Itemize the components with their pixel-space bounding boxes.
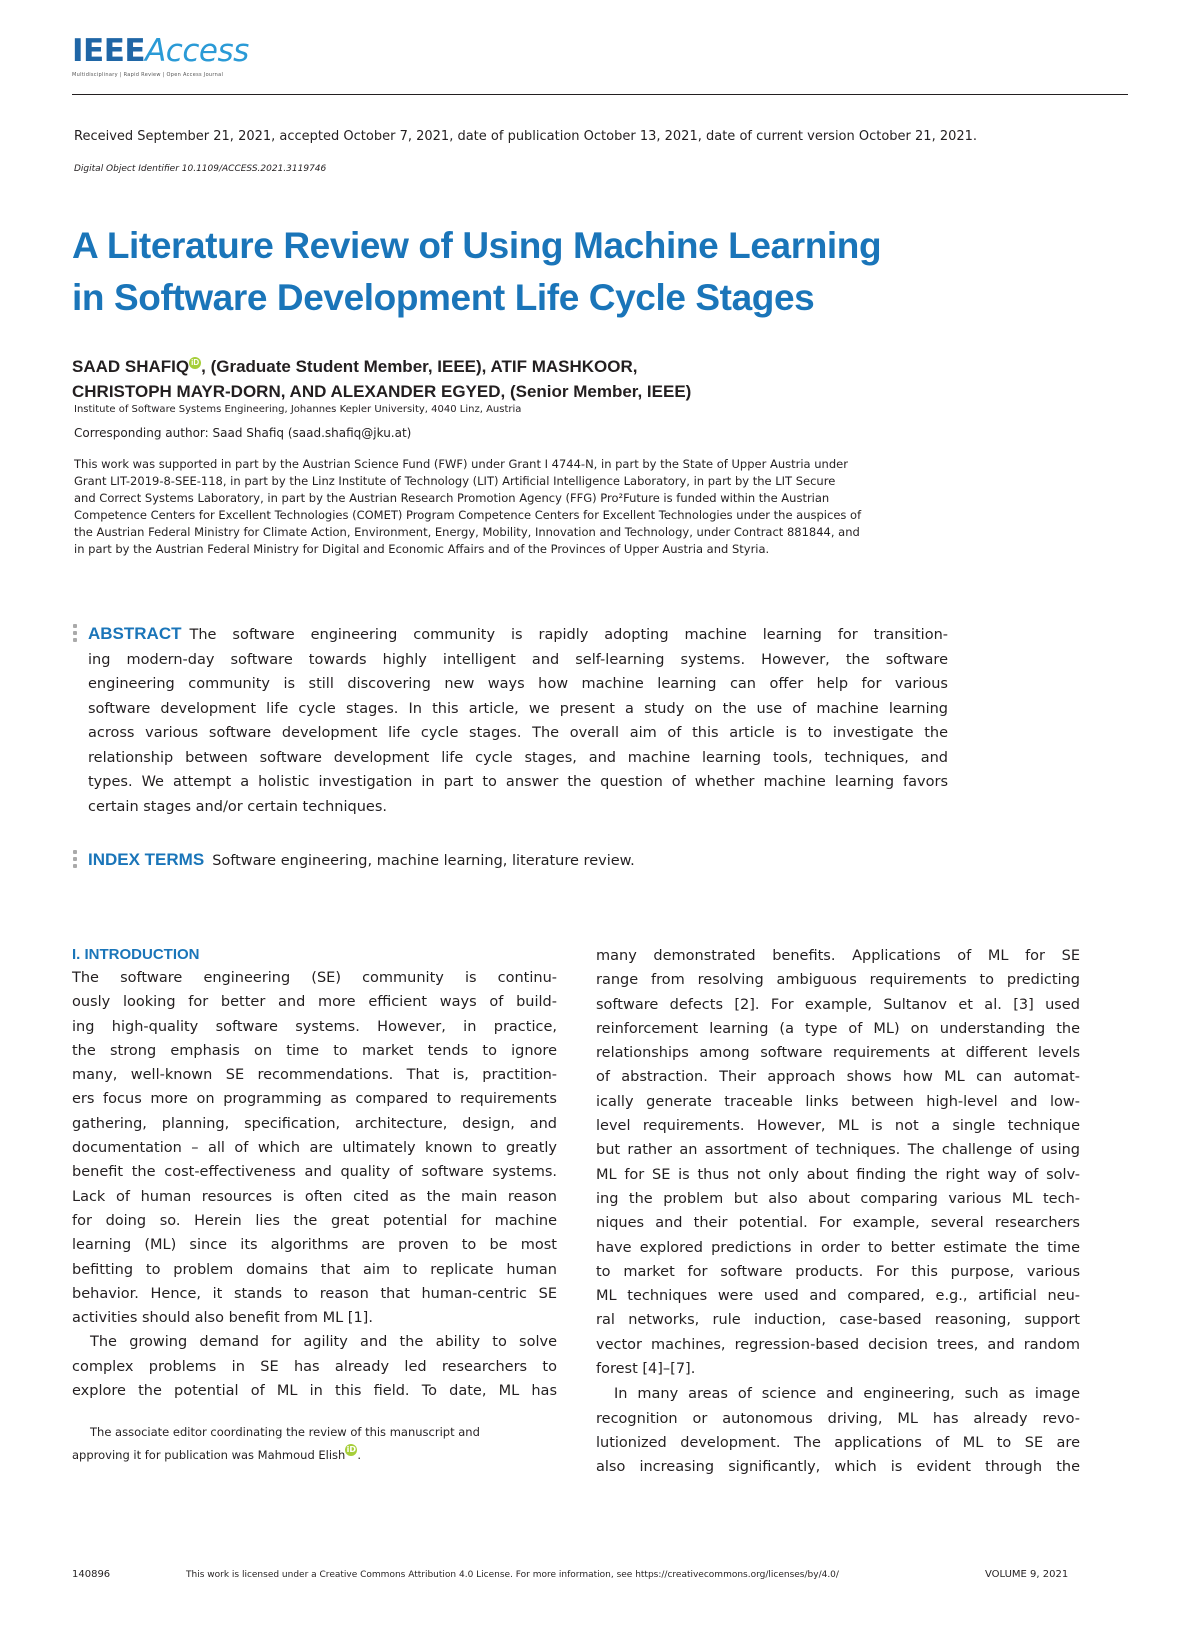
- orcid-icon[interactable]: iD: [191, 358, 200, 367]
- body-line: for doing so. Herein lies the great potential for machine: [72, 1212, 557, 1229]
- abstract-line: engineering community is still discovering new ways how machine learning can offer help for various: [88, 676, 948, 692]
- abstract-line: The software engineering community is rapidly adopting machine learning for transition-: [189, 627, 948, 643]
- body-line: ral networks, rule induction, case-based reasoning, support: [596, 1312, 1080, 1329]
- body-line: ously looking for better and more efficient ways of build-: [72, 994, 557, 1011]
- volume: VOLUME 9, 2021: [985, 1569, 1069, 1580]
- body-line: forest [4]–[7].: [596, 1361, 696, 1378]
- body-line: befitting to problem domains that aim to replicate human: [72, 1261, 557, 1278]
- index-terms: [88, 848, 635, 873]
- logo-access: Access: [145, 33, 249, 69]
- body-line: ing high-quality software systems. However, in practice,: [72, 1018, 557, 1035]
- body-line: but rather an assortment of techniques. The challenge of using: [596, 1142, 1080, 1159]
- funding-line: Competence Centers for Excellent Technologies (COMET) Program Competence Centers for Excellent Technologies under the auspices of: [74, 508, 862, 522]
- body-line: behavior. Hence, it stands to reason that human-centric SE: [72, 1285, 557, 1302]
- body-line: ically generate traceable links between high-level and low-: [596, 1093, 1080, 1110]
- publication-dates: Received September 21, 2021, accepted October 7, 2021, date of publication October 13, 2021, date of current version October 21, 2021.: [74, 129, 978, 144]
- body-line: software defects [2]. For example, Sultanov et al. [3] used: [596, 996, 1080, 1013]
- funding-statement: [74, 456, 934, 558]
- journal-logo: [72, 34, 249, 78]
- funding-line: Grant LIT-2019-8-SEE-118, in part by the Linz Institute of Technology (LIT) Artificial Intelligence Laboratory, in part by the LIT Secure: [74, 474, 836, 488]
- body-line: complex problems in SE has already led researchers to: [72, 1358, 557, 1375]
- abstract-line: certain stages and/or certain techniques.: [88, 798, 387, 815]
- license-notice[interactable]: This work is licensed under a Creative Commons Attribution 4.0 License. For more information, see https://creativecommons.org/licenses/by/4.0/: [186, 1570, 839, 1580]
- body-line: learning (ML) since its algorithms are proven to be most: [72, 1237, 557, 1254]
- body-line: ML techniques were used and compared, e.g., artificial neu-: [596, 1288, 1080, 1305]
- index-terms-text: Software engineering, machine learning, literature review.: [212, 853, 635, 869]
- abstract-line: types. We attempt a holistic investigation in part to answer the question of whether machine learning favors: [88, 774, 948, 790]
- body-line: ers focus more on programming as compared to requirements: [72, 1091, 557, 1108]
- index-terms-label: INDEX TERMS: [88, 850, 205, 869]
- abstract-line: software development life cycle stages. In this article, we present a study on the use of machine learning: [88, 700, 948, 717]
- logo-ieee: IEEE: [72, 33, 146, 69]
- logo-tagline: Multidisciplinary | Rapid Review | Open Access Journal: [72, 72, 224, 78]
- section-heading: I. INTRODUCTION: [72, 946, 200, 963]
- author-name: SAAD SHAFIQ: [72, 357, 190, 376]
- abstract: [88, 622, 948, 819]
- body-line: ML for SE is thus not only about finding the right way of solv-: [596, 1166, 1080, 1183]
- author-text: , (Graduate Student Member, IEEE), ATIF MASHKOOR,: [201, 357, 638, 376]
- body-line: range from resolving ambiguous requirements to predicting: [596, 972, 1080, 989]
- abstract-line: ing modern-day software towards highly intelligent and self-learning systems. However, the software: [88, 651, 948, 668]
- body-line: many, well-known SE recommendations. That is, practition-: [72, 1067, 557, 1084]
- body-column-right: [596, 944, 1080, 1480]
- body-line: Lack of human resources is often cited as the main reason: [72, 1188, 557, 1205]
- body-line: vector machines, regression-based decision trees, and random: [596, 1336, 1080, 1353]
- abstract-line: relationship between software development life cycle stages, and machine learning tools, techniques, and: [88, 749, 948, 766]
- body-line: The software engineering (SE) community is continu-: [72, 970, 557, 986]
- body-line: many demonstrated benefits. Applications of ML for SE: [596, 948, 1080, 964]
- body-line: relationships among software requirements at different levels: [596, 1045, 1080, 1062]
- abstract-line: across various software development life cycle stages. The overall aim of this article is to investigate the: [88, 725, 948, 741]
- footnote-line: approving it for publication was Mahmoud Elish: [72, 1448, 346, 1462]
- body-line: ing the problem but also about comparing various ML tech-: [596, 1190, 1080, 1207]
- abstract-marker-icon: [73, 624, 78, 645]
- body-line: activities should also benefit from ML [1].: [72, 1310, 373, 1327]
- doi[interactable]: Digital Object Identifier 10.1109/ACCESS.2021.3119746: [74, 164, 327, 174]
- body-column-left: [72, 944, 557, 1403]
- orcid-icon[interactable]: iD: [346, 1445, 357, 1454]
- body-line: niques and their potential. For example, several researchers: [596, 1215, 1080, 1232]
- body-line: also increasing significantly, which is evident through the: [596, 1459, 1080, 1476]
- funding-line: the Austrian Federal Ministry for Climate Action, Environment, Energy, Mobility, Innovation and Technology, under Contract 881844, and: [74, 525, 860, 539]
- body-line: to market for software products. For this purpose, various: [596, 1263, 1080, 1280]
- affiliation: Institute of Software Systems Engineering, Johannes Kepler University, 4040 Linz, Austria: [74, 404, 522, 415]
- body-line: benefit the cost-effectiveness and quality of software systems.: [72, 1164, 557, 1181]
- body-line: recognition or autonomous driving, ML has already revo-: [596, 1410, 1080, 1427]
- body-line: explore the potential of ML in this field. To date, ML has: [72, 1383, 557, 1400]
- title-line: in Software Development Life Cycle Stages: [72, 277, 815, 318]
- author-text: CHRISTOPH MAYR-DORN, AND ALEXANDER EGYED, (Senior Member, IEEE): [72, 382, 692, 401]
- funding-line: in part by the Austrian Federal Ministry for Digital and Economic Affairs and of the Provinces of Upper Austria and Styria.: [74, 542, 770, 556]
- header-divider: [72, 94, 1128, 95]
- body-line: level requirements. However, ML is not a single technique: [596, 1118, 1080, 1135]
- funding-line: and Correct Systems Laboratory, in part by the Austrian Research Promotion Agency (FFG) Pro²Future is funded within the Austrian: [74, 491, 830, 505]
- body-line: gathering, planning, specification, architecture, design, and: [72, 1115, 557, 1132]
- page-number: 140896: [72, 1569, 111, 1580]
- editor-footnote: The associate editor coordinating the review of this manuscript and approving it for publication was Mahmoud ElishiD.: [72, 1421, 557, 1467]
- article-title: [72, 220, 1072, 324]
- footnote-line: The associate editor coordinating the review of this manuscript and: [90, 1425, 480, 1439]
- body-line: In many areas of science and engineering, such as image: [614, 1386, 1080, 1403]
- body-line: have explored predictions in order to better estimate the time: [596, 1239, 1080, 1256]
- author-list: [72, 354, 691, 404]
- abstract-label: ABSTRACT: [88, 624, 182, 643]
- title-line: A Literature Review of Using Machine Learning: [72, 225, 882, 266]
- funding-line: This work was supported in part by the Austrian Science Fund (FWF) under Grant I 4744-N, in part by the State of Upper Austria under: [74, 457, 848, 471]
- body-line: of abstraction. Their approach shows how ML can automat-: [596, 1069, 1080, 1086]
- body-line: lutionized development. The applications of ML to SE are: [596, 1434, 1080, 1451]
- index-marker-icon: [73, 850, 78, 871]
- corresponding-author: Corresponding author: Saad Shafiq (saad.shafiq@jku.at): [74, 426, 412, 440]
- body-line: The growing demand for agility and the ability to solve: [90, 1334, 557, 1351]
- body-line: documentation – all of which are ultimately known to greatly: [72, 1140, 557, 1157]
- body-line: reinforcement learning (a type of ML) on understanding the: [596, 1020, 1080, 1037]
- body-line: the strong emphasis on time to market tends to ignore: [72, 1042, 557, 1059]
